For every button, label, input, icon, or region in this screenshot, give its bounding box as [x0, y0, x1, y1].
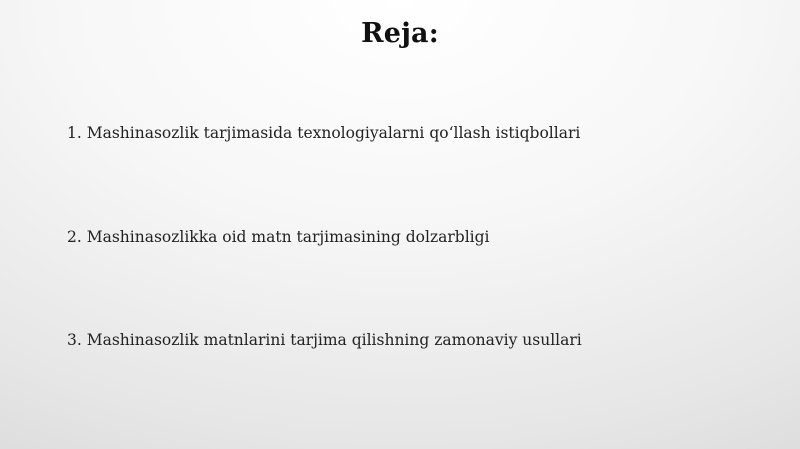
list-item: 3. Mashinasozlik matnlarini tarjima qilishning zamonaviy usullari	[67, 331, 582, 349]
list-item: 2. Mashinasozlikka oid matn tarjimasining dolzarbligi	[67, 228, 490, 246]
list-item: 1. Mashinasozlik tarjimasida texnologiyalarni qoʻllash istiqbollari	[67, 124, 581, 142]
slide-title: Reja:	[361, 18, 439, 49]
